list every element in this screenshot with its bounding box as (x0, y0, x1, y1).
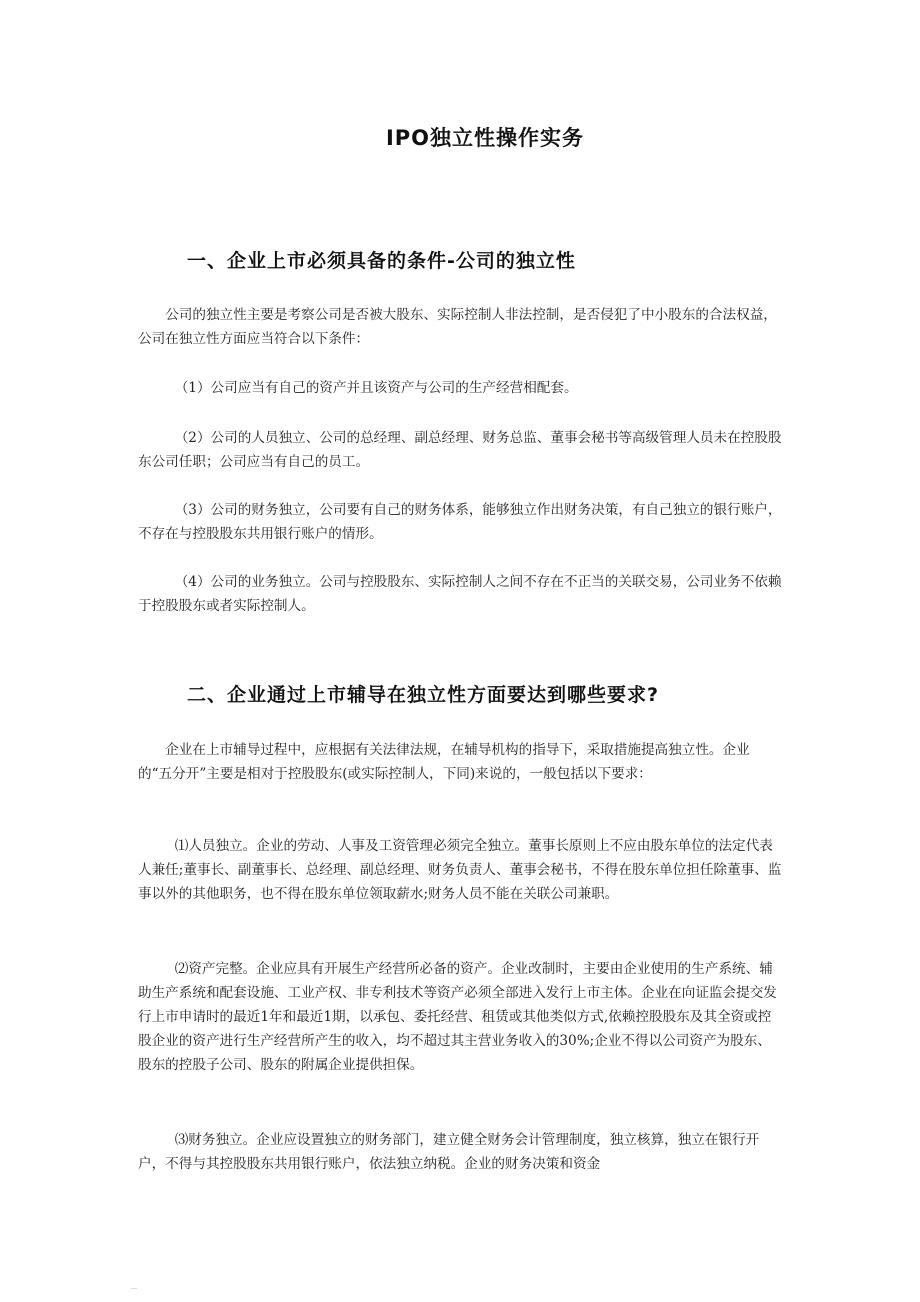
section-1-item-3 (138, 498, 783, 546)
section-2-item-3-text: ⑶财务独立。企业应设置独立的财务部门，建立健全财务会计管理制度，独立核算，独立在银行开户，不得与其控股股东共用银行账户，依法独立纳税。企业的财务决策和资金 (138, 1132, 760, 1172)
section-1-item-4 (138, 570, 783, 618)
section-1-heading: 一、企业上市必须具备的条件-公司的独立性 (187, 250, 576, 272)
section-2-intro (138, 738, 783, 786)
section-1-item-1 (138, 376, 783, 400)
section-2-intro-text: 企业在上市辅导过程中，应根据有关法律法规，在辅导机构的指导下，采取措施提高独立性。企业的“五分开”主要是相对于控股股东(或实际控制人，下同)来说的，一般包括以下要求： (138, 742, 750, 782)
section-1-item-3-text: （3）公司的财务独立，公司要有自己的财务体系，能够独立作出财务决策，有自己独立的银行账户，不存在与控股股东共用银行账户的情形。 (138, 502, 782, 542)
section-2-item-2 (138, 957, 783, 1077)
section-2-heading: 二、企业通过上市辅导在独立性方面要达到哪些要求? (187, 684, 660, 706)
section-2-item-1-text: ⑴人员独立。企业的劳动、人事及工资管理必须完全独立。董事长原则上不应由股东单位的法定代表人兼任;董事长、副董事长、总经理、副总经理、财务负责人、董事会秘书，不得在股东单位担任除董事、监事以外的其他职务，也不得在股东单位领取薪水;财务人员不能在关联公司兼职。 (138, 838, 782, 902)
section-2-item-3 (138, 1128, 783, 1176)
page-corner-mark (131, 1288, 137, 1289)
section-1-item-1-text: （1）公司应当有自己的资产并且该资产与公司的生产经营相配套。 (174, 380, 578, 396)
document-title: IPO独立性操作实务 (385, 126, 585, 150)
section-1-intro (138, 303, 783, 351)
section-1-item-2 (138, 426, 783, 474)
section-1-item-4-text: （4）公司的业务独立。公司与控股股东、实际控制人之间不存在不正当的关联交易，公司业务不依赖于控股股东或者实际控制人。 (138, 574, 782, 614)
section-1-item-2-text: （2）公司的人员独立、公司的总经理、副总经理、财务总监、董事会秘书等高级管理人员未在控股股东公司任职；公司应当有自己的员工。 (138, 430, 782, 470)
section-1-intro-text: 公司的独立性主要是考察公司是否被大股东、实际控制人非法控制，是否侵犯了中小股东的合法权益，公司在独立性方面应当符合以下条件： (138, 307, 777, 347)
section-2-item-1 (138, 834, 783, 906)
section-2-item-2-text: ⑵资产完整。企业应具有开展生产经营所必备的资产。企业改制时，主要由企业使用的生产系统、辅助生产系统和配套设施、工业产权、非专利技术等资产必须全部进入发行上市主体。企业在向证监会提交发行上市申请时的最近1年和最近1期，以承包、委托经营、租赁或其他类似方式,依赖控股股东及其全资或控股企业的资产进行生产经营所产生的收入，均不超过其主营业务收入的30%;企业不得以公司资产为股东、股东的控股子公司、股东的附属企业提供担保。 (138, 961, 777, 1073)
